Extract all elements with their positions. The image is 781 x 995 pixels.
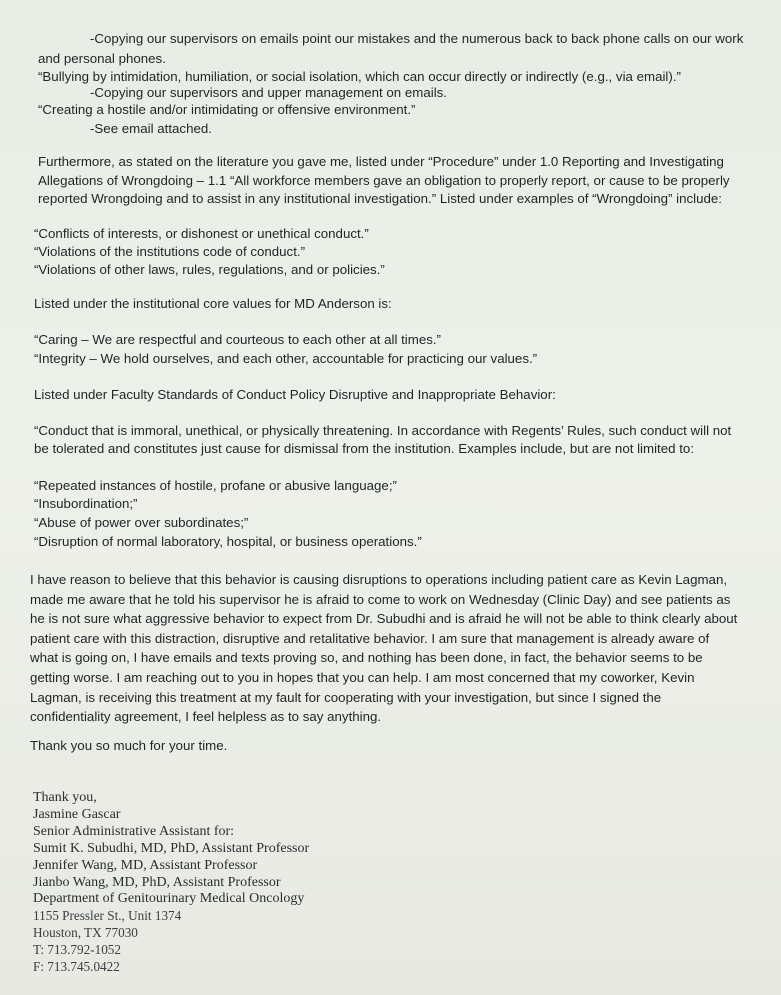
wrongdoing-line-2: “Violations of the institutions code of conduct.” (34, 244, 306, 259)
intro-line-3: “Bullying by intimidation, humiliation, or social isolation, which can occur directly or indirectly (e.g., via email).” (38, 69, 681, 84)
supervisor-3: Jianbo Wang, MD, PhD, Assistant Professor (33, 874, 281, 890)
body-line-5: what is going on, I have emails and texts proving so, and nothing has been done, in fact, the behavior seems to be (30, 650, 703, 666)
signature-block (33, 790, 309, 976)
example-line-1: “Repeated instances of hostile, profane or abusive language;” (34, 478, 397, 493)
example-line-2: “Insubordination;” (34, 496, 138, 511)
signer-title: Senior Administrative Assistant for: (33, 823, 235, 839)
example-line-4: “Disruption of normal laboratory, hospital, or business operations.” (34, 534, 422, 549)
furthermore-line-1: Furthermore, as stated on the literature you gave me, listed under “Procedure” under 1.0 Reporting and Investigating (38, 154, 724, 169)
body-line-6: getting worse. I am reaching out to you in hopes that you can help. I am most concerned that my coworker, Kevin (30, 669, 695, 685)
furthermore-line-2: Allegations of Wrongdoing – 1.1 “All workforce members gave an obligation to properly report, or cause to be properly (38, 173, 730, 188)
intro-line-5: “Creating a hostile and/or intimidating or offensive environment.” (38, 102, 416, 117)
fax-number: F: 713.745.0422 (33, 959, 120, 975)
closing: Thank you, (33, 790, 97, 805)
body-line-4: patient care with this distraction, disruptive and retalitative behavior. I am sure that management is already aware of (30, 630, 710, 646)
core-values-line-1: “Caring – We are respectful and courteous to each other at all times.” (34, 332, 441, 347)
address-line-2: Houston, TX 77030 (33, 925, 138, 941)
body-line-3: he is not sure what aggressive behavior to expect from Dr. Subudhi and is afraid he will not be able to think clearly about (30, 611, 738, 627)
signer-name: Jasmine Gascar (33, 806, 121, 822)
thanks-line: Thank you so much for your time. (30, 738, 228, 753)
intro-line-1: -Copying our supervisors on emails point our mistakes and the numerous back to back phone calls on our work (90, 31, 744, 46)
intro-line-4: -Copying our supervisors and upper management on emails. (90, 85, 447, 100)
intro-line-6: -See email attached. (90, 121, 212, 136)
department: Department of Genitourinary Medical Oncology (33, 891, 305, 907)
body-line-7: Lagman, is receiving this treatment at my fault for cooperating with your investigation, but since I signed the (30, 689, 662, 705)
address-line-1: 1155 Pressler St., Unit 1374 (33, 908, 182, 924)
conduct-line-1: “Conduct that is immoral, unethical, or physically threatening. In accordance with Regents’ Rules, such conduct will not (34, 423, 732, 438)
body-line-2: made me aware that he told his supervisor he is afraid to come to work on Wednesday (Clinic Day) and see patients as (30, 591, 731, 607)
example-line-3: “Abuse of power over subordinates;” (34, 515, 249, 530)
supervisor-2: Jennifer Wang, MD, Assistant Professor (33, 857, 258, 873)
standards-heading: Listed under Faculty Standards of Conduct Policy Disruptive and Inappropriate Behavior: (34, 387, 556, 402)
wrongdoing-line-3: “Violations of other laws, rules, regulations, and or policies.” (34, 262, 385, 277)
body-paragraph (30, 570, 765, 727)
core-values-heading: Listed under the institutional core values for MD Anderson is: (34, 296, 392, 311)
furthermore-line-3: reported Wrongdoing and to assist in any institutional investigation.” Listed under examples of “Wrongdoing” include: (38, 191, 722, 206)
conduct-line-2: be tolerated and constitutes just cause for dismissal from the institution. Examples include, but are not limited to: (34, 441, 695, 456)
phone-number: T: 713.792-1052 (33, 942, 121, 958)
body-line-8: confidentiality agreement, I feel helpless as to say anything. (30, 709, 382, 725)
intro-line-2: and personal phones. (38, 51, 166, 66)
body-line-1: I have reason to believe that this behavior is causing disruptions to operations including patient care as Kevin Lagman, (30, 572, 728, 587)
core-values-line-2: “Integrity – We hold ourselves, and each other, accountable for practicing our values.” (34, 351, 538, 366)
supervisor-1: Sumit K. Subudhi, MD, PhD, Assistant Professor (33, 840, 310, 856)
wrongdoing-line-1: “Conflicts of interests, or dishonest or unethical conduct.” (34, 226, 369, 241)
